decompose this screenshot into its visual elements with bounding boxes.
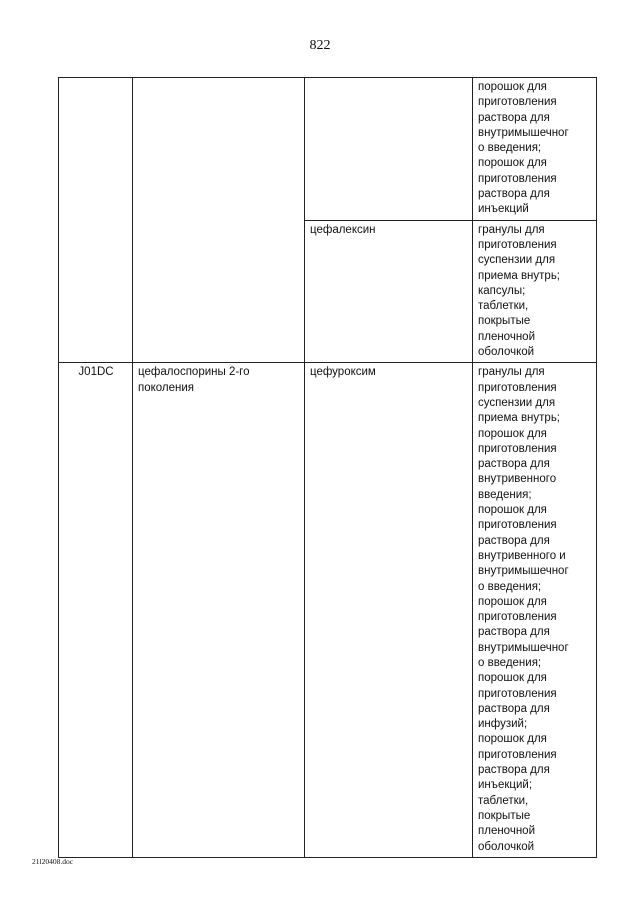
table-row — [59, 363, 597, 858]
dosage-form-line: капсулы; — [478, 284, 526, 297]
dosage-form-line: покрытые — [478, 315, 531, 328]
dosage-form-line: раствора для — [478, 188, 550, 201]
dosage-form-line: покрытые — [478, 809, 531, 822]
dosage-form-line: приготовления — [478, 381, 557, 394]
drug-name: цефуроксим — [310, 366, 376, 379]
dosage-form-line: приготовления — [478, 519, 557, 532]
drug-name-cell — [305, 363, 473, 858]
dosage-form-line: таблетки, — [478, 794, 529, 807]
dosage-form-line: порошок для — [478, 504, 547, 517]
dosage-form-line: порошок для — [478, 595, 547, 608]
dosage-form-line: гранулы для — [478, 223, 545, 236]
dosage-forms-cell — [473, 363, 597, 858]
atc-code-cell — [59, 78, 133, 363]
dosage-form-line: порошок для — [478, 157, 547, 170]
dosage-form-line: приготовления — [478, 238, 557, 251]
dosage-form-line: порошок для — [478, 427, 547, 440]
dosage-form-line: раствора для — [478, 702, 550, 715]
dosage-form-line: инъекций — [478, 203, 529, 216]
dosage-form-line: приготовления — [478, 687, 557, 700]
dosage-form-line: внутримышечног — [478, 126, 569, 139]
dosage-form-line: раствора для — [478, 764, 550, 777]
dosage-form-line: о введения; — [478, 580, 542, 593]
dosage-form-line: внутривенного — [478, 473, 557, 486]
drug-group-line: поколения — [138, 381, 195, 394]
dosage-form-line: порошок для — [478, 672, 547, 685]
drug-group-cell — [133, 78, 305, 363]
dosage-form-line: порошок для — [478, 81, 547, 93]
dosage-form-line: введения; — [478, 488, 532, 501]
dosage-form-line: оболочкой — [478, 346, 535, 359]
drug-group-line: цефалоспорины 2-го — [138, 366, 250, 379]
dosage-form-line: приготовления — [478, 748, 557, 761]
dosage-form-line: о введения; — [478, 142, 542, 155]
dosage-form-line: приема внутрь; — [478, 269, 560, 282]
dosage-form-line: приготовления — [478, 611, 557, 624]
dosage-form-line: приготовления — [478, 172, 557, 185]
atc-code-cell — [59, 363, 133, 858]
page-number: 822 — [309, 38, 331, 53]
dosage-form-line: приготовления — [478, 96, 557, 109]
dosage-forms-cell — [473, 220, 597, 363]
dosage-form-line: инфузий; — [478, 718, 528, 731]
dosage-form-line: оболочкой — [478, 840, 535, 853]
dosage-form-line: суспензии для — [478, 396, 556, 409]
dosage-form-line: порошок для — [478, 733, 547, 746]
dosage-form-line: гранулы для — [478, 366, 545, 379]
dosage-form-line: раствора для — [478, 626, 550, 639]
atc-code: J01DC — [78, 366, 114, 379]
dosage-form-line: суспензии для — [478, 254, 556, 267]
dosage-form-line: таблетки, — [478, 300, 529, 313]
dosage-form-line: приготовления — [478, 442, 557, 455]
footer-filename: 21l20408.doc — [32, 857, 74, 866]
dosage-form-line: приема внутрь; — [478, 412, 560, 425]
drug-name-cell — [305, 78, 473, 221]
dosage-forms-cell — [473, 78, 597, 221]
dosage-form-line: пленочной — [478, 330, 535, 343]
dosage-form-line: внутримышечног — [478, 565, 569, 578]
dosage-form-line: раствора для — [478, 111, 550, 124]
dosage-form-line: о введения; — [478, 656, 542, 669]
dosage-form-line: раствора для — [478, 534, 550, 547]
drug-group-cell — [133, 363, 305, 858]
dosage-form-line: пленочной — [478, 825, 535, 838]
dosage-form-line: раствора для — [478, 458, 550, 471]
dosage-form-line: внутривенного и — [478, 549, 566, 562]
drug-table — [58, 77, 597, 858]
dosage-form-line: внутримышечног — [478, 641, 569, 654]
dosage-form-line: инъекций; — [478, 779, 533, 792]
drug-name: цефалексин — [310, 223, 376, 236]
drug-name-cell — [305, 220, 473, 363]
table-row — [59, 78, 597, 221]
